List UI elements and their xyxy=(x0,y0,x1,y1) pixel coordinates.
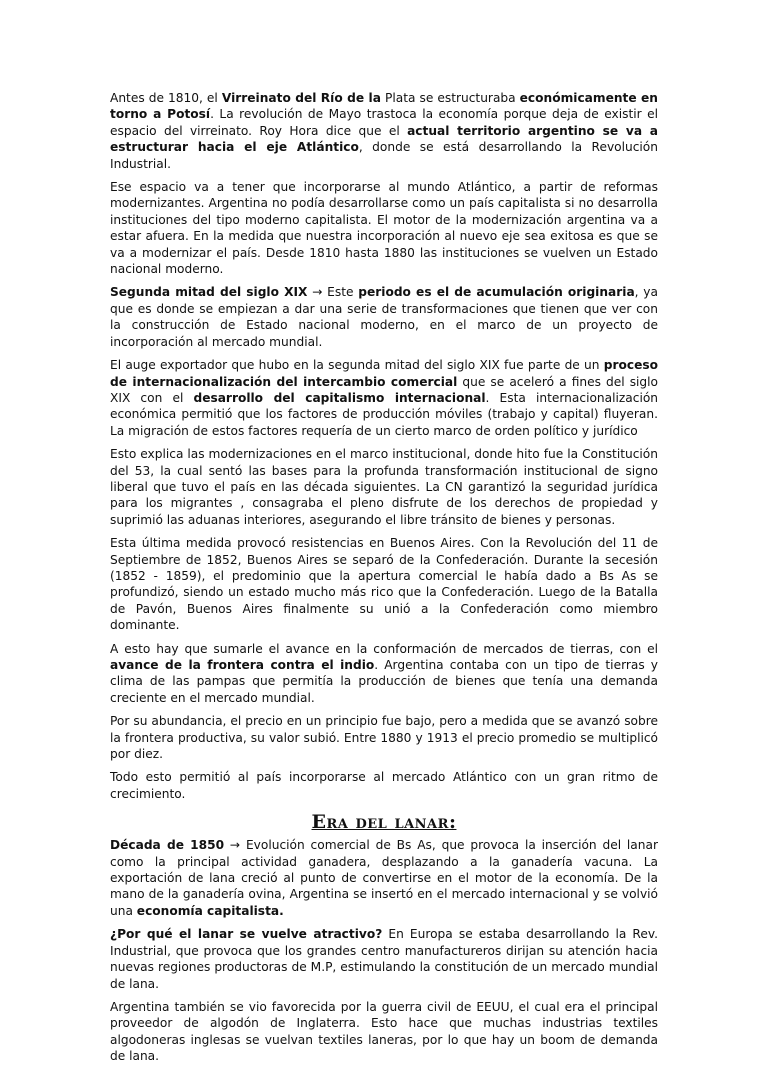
bold-text: periodo es el de acumulación originaria xyxy=(358,285,635,300)
section-paragraphs xyxy=(110,837,658,1064)
text-run: A esto hay que sumarle el avance en la conformación de mercados de tierras, con el xyxy=(110,641,658,656)
bold-text: económicamente en torno a Potosí xyxy=(110,91,658,122)
text-run: Esto explica las modernizaciones en el marco institucional, donde hito fue la Constitución del 53, la cual sentó las bases para la profunda transformación institucional de signo liberal que tuvo el país en las década siguientes. La CN garantizó la seguridad jurídica para los migrantes , consagraba el pleno disfrute de los derechos de propiedad y suprimió las aduanas interiores, asegurando el libre tránsito de bienes y personas. xyxy=(110,447,658,527)
text-run: En Europa se estaba desarrollando la Rev. Industrial, que provoca que los grandes centro manufactureros dirijan su atención hacia nuevas regiones productoras de M.P, estimulando la constitución de un mercado mundial de lana. xyxy=(110,927,658,991)
bold-text: avance de la frontera contra el indio xyxy=(110,658,375,672)
text-run: . Esta internacionalización económica permitió que los factores de producción móviles (trabajo y capital) fluyeran. La migración de estos factores requería de un cierto marco de orden político y jurídico xyxy=(110,390,659,438)
section-heading: Era del lanar: xyxy=(311,811,457,834)
document-page xyxy=(110,90,658,1072)
text-run: que se aceleró a fines del siglo XIX con el xyxy=(110,374,659,405)
text-run: → Evolución comercial de Bs As, que provoca la inserción del lanar como la principal actividad ganadera, desplazando a la ganadería vacuna. La exportación de lana creció al punto de convertirse en el motor de la economía. De la mano de la ganadería ovina, Argentina se insertó en el mercado internacional y se volvió una xyxy=(110,838,658,918)
bold-text: economía capitalista. xyxy=(136,903,284,918)
paragraph-p2 xyxy=(110,179,658,277)
paragraph-s3 xyxy=(110,999,658,1065)
text-run: Esta última medida provocó resistencias en Buenos Aires. Con la Revolución del 11 de Septiembre de 1852, Buenos Aires se separó de la Confederación. Durante la secesión (1852 - 1859), el predominio que la apertura comercial le había dado a Bs As se profundizó, siendo un estado mucho más rico que la Confederación. Luego de la Batalla de Pavón, Buenos Aires finalmente su unió a la Confederación como miembro dominante. xyxy=(110,536,658,633)
text-run: Argentina también se vio favorecida por la guerra civil de EEUU, el cual era el principal proveedor de algodón de Inglaterra. Esto hace que muchas industrias textiles algodoneras inglesas se vuelvan textiles laneras, por lo que hay un boom de demanda de lana. xyxy=(110,999,658,1064)
bold-text: Virreinato del Río de la xyxy=(221,91,381,105)
paragraph-p9 xyxy=(110,769,658,802)
text-run: El auge exportador que hubo en la segunda mitad del siglo XIX fue parte de un xyxy=(110,358,604,373)
paragraph-s2 xyxy=(110,926,658,992)
text-run: → Este xyxy=(307,285,359,300)
text-run: . Argentina contaba con un tipo de tierras y clima de las pampas que permitía la producción de bienes que tenía una demanda creciente en el mercado mundial. xyxy=(110,658,658,705)
text-run: Plata se estructuraba xyxy=(380,91,520,105)
bold-text: proceso de internacionalización del intercambio comercial xyxy=(110,358,658,389)
text-run: , ya que es donde se empiezan a dar una serie de transformaciones que tienen que ver con la construcción de Estado nacional moderno, en el marco de un proyecto de incorporación al mercado mundial. xyxy=(110,285,658,349)
text-run: Todo esto permitió al país incorporarse al mercado Atlántico con un gran ritmo de crecimiento. xyxy=(110,770,658,801)
paragraph-p5 xyxy=(110,446,658,528)
bold-text: ¿Por qué el lanar se vuelve atractivo? xyxy=(110,927,383,942)
bold-text: desarrollo del capitalismo internacional xyxy=(193,390,486,405)
text-run: Antes de 1810, el xyxy=(110,91,222,105)
text-run: Ese espacio va a tener que incorporarse al mundo Atlántico, a partir de reformas modernizantes. Argentina no podía desarrollarse como un país capitalista si no desarrolla instituciones del tipo moderno capitalista. El motor de la modernización argentina va a estar afuera. En la medida que nuestra incorporación al nuevo eje sea exitosa es que se va a modernizar el país. Desde 1810 hasta 1880 las instituciones se vuelven un Estado nacional moderno. xyxy=(110,180,658,277)
bold-text: Década de 1850 xyxy=(110,838,225,853)
text-run: . La revolución de Mayo trastoca la economía porque deja de existir el espacio del virreinato. Roy Hora dice que el xyxy=(110,107,658,138)
paragraph-p6 xyxy=(110,535,658,633)
paragraph-p8 xyxy=(110,713,658,762)
bold-text: Segunda mitad del siglo XIX xyxy=(110,285,308,300)
intro-paragraphs xyxy=(110,90,658,802)
text-run: , donde se está desarrollando la Revolución Industrial. xyxy=(110,140,658,171)
bold-text: actual territorio argentino se va a estructurar hacia el eje Atlántico xyxy=(110,123,658,155)
paragraph-p7 xyxy=(110,641,658,707)
text-run: Por su abundancia, el precio en un principio fue bajo, pero a medida que se avanzó sobre la frontera productiva, su valor subió. Entre 1880 y 1913 el precio promedio se multiplicó por diez. xyxy=(110,714,658,762)
paragraph-s1 xyxy=(110,837,658,919)
paragraph-p3 xyxy=(110,284,658,350)
paragraph-p4 xyxy=(110,357,658,439)
paragraph-p1 xyxy=(110,90,658,172)
